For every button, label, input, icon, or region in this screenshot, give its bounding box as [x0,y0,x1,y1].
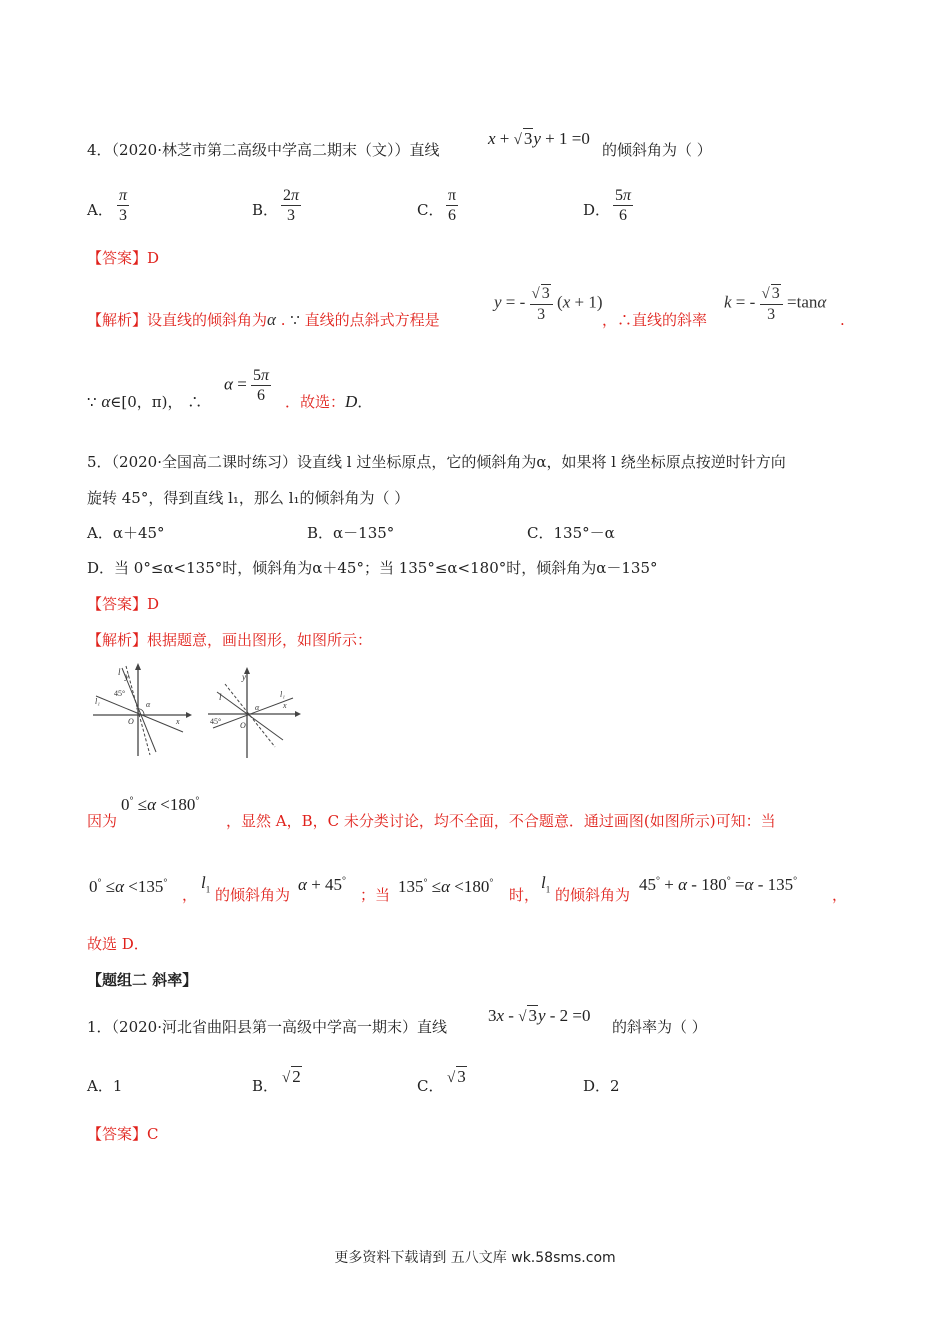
q5-stem-line2: 旋转 45°，得到直线 l₁，那么 l₁的倾斜角为（ ） [87,489,410,507]
q4-option-d-frac: $\frac{5\pi}{6}$ [615,187,632,224]
q4-period: . [840,311,845,329]
q5-case1-result: α + 45° [298,875,347,894]
q5-explain-yinwei: 因为 [87,812,118,830]
q4-therefore-symbol: ∴ [187,393,203,411]
q5-l1-symbol-2: $l_1$ [541,873,551,895]
q4-equation: x + √ 3y + 1 =0 [488,129,590,148]
q1-tail: 的斜率为（ ） [612,1018,707,1036]
q1-stem [87,1017,447,1037]
q4-analysis-line1: 【解析】设直线的倾斜角为α . ∵ 直线的点斜式方程是 [87,310,440,329]
q5-comma1: ， [182,886,198,904]
svg-text:l: l [219,692,222,702]
q5-analysis: 【解析】根据题意，画出图形，如图所示： [87,631,373,649]
q5-alpha-range: 0° ≤α <180° [121,795,200,814]
q5-source: （2020·全国高二课时练习） [111,453,297,471]
q4-analysis-text1: 设直线的倾斜角为 [147,311,268,329]
q5-answer: 【答案】D [87,595,160,613]
q5-number: 5． [87,453,112,471]
q4-range: ∵ α∈[0，π)， ∴ [87,392,203,411]
q4-answer: 【答案】D [87,249,160,267]
q5-case2-result: 45° + α - 180° =α - 135° [639,875,798,894]
svg-text:y: y [242,672,246,682]
q4-tail: 的倾斜角为（ ） [602,141,712,159]
q1-number: 1． [87,1018,112,1036]
q5-shi: 时， [509,886,540,904]
q4-because-symbol-2: ∵ [87,393,97,411]
q4-analysis-text2: 直线的点斜式方程是 [304,311,440,329]
svg-text:45°: 45° [210,717,222,726]
footer-link[interactable]: 更多资料下载请到 五八文库 wk.58sms.com [334,1250,616,1266]
svg-text:α: α [146,700,151,709]
q4-option-d-label: D． [583,201,611,219]
svg-text:l₁: l₁ [280,690,286,699]
q4-option-c-label: C． [417,201,444,219]
q4-analysis-text3: ，∴直线的斜率 [602,311,708,329]
q1-option-c-label: C． [417,1077,444,1095]
q5-case2-range: 135° ≤α <180° [398,877,494,896]
group2-title: 【题组二 斜率】 [87,971,198,989]
q1-option-b-label: B． [252,1077,279,1095]
q4-option-a-frac: $\frac{\pi}{3}$ [119,187,128,224]
q5-figure-right [205,662,305,760]
svg-text:y: y [125,671,129,681]
q5-option-c: C．135°－α [527,524,615,542]
q5-l1-symbol-1: $l_1$ [201,873,211,895]
q5-comma2: ， [832,886,848,904]
q5-explain-body: ，显然 A，B，C 未分类讨论，均不全面，不合题意．通过画图(如图所示)可知：当 [226,812,776,830]
q4-option-b-frac: $\frac{2\pi}{3}$ [283,187,300,224]
svg-text:O: O [240,721,246,730]
q5-stem-line1 [87,452,786,472]
svg-text:x: x [283,701,287,710]
q1-option-b-value: √ 2 [282,1067,301,1086]
q1-pre: 直线 [417,1018,448,1036]
q4-slope-eq: k = - $\frac{√ 3}{3}$ =tanα [724,285,827,323]
q5-l1-text-2: 的倾斜角为 [555,886,631,904]
q1-option-a: A．1 [87,1077,123,1095]
q4-because-symbol: ∵ [290,311,300,329]
q1-source: （2020·河北省曲阳县第一高级中学高一期末） [111,1018,417,1036]
q4-choose: ．故选：D． [285,392,373,411]
q5-option-d: D．当 0°≤α<135°时，倾斜角为α＋45°；当 135°≤α<180°时，倾斜角为α－135° [87,559,658,577]
q4-pre: 直线 [409,141,440,159]
q4-point-slope-eq: y = - $\frac{√ 3}{3}$ (x + 1) [494,285,603,323]
q4-interval: [0，π)， [121,393,183,411]
q4-choose-label: 故选： [300,393,346,411]
q4-source: （2020·林芝市第二高级中学高二期末（文）） [111,141,410,159]
q4-number: 4． [87,141,112,159]
q1-option-c-value: √ 3 [447,1067,466,1086]
svg-text:l: l [118,667,121,677]
q1-answer: 【答案】C [87,1125,159,1143]
q5-figure-left [88,660,198,758]
svg-text:x: x [176,717,180,726]
q4-analysis-label: 【解析】 [87,311,148,329]
q5-l1-text-1: 的倾斜角为 [215,886,291,904]
q5-option-b: B．α－135° [307,524,395,542]
q5-dang: ；当 [360,886,391,904]
q5-case1-range: 0° ≤α <135° [89,877,168,896]
q4-option-a-label: A． [87,201,113,219]
q4-option-b-label: B． [252,201,279,219]
q4-result-eq: α = $\frac{5\pi}{6}$ [224,367,270,404]
q5-conclusion: 故选 D． [87,935,149,953]
svg-text:45°: 45° [114,689,126,698]
q1-equation: 3x - √ 3y - 2 =0 [488,1006,591,1025]
svg-text:α: α [255,703,260,712]
q1-option-d: D．2 [583,1077,620,1095]
q5-text1: 设直线 l 过坐标原点，它的倾斜角为α，如果将 l 绕坐标原点按逆时针方向 [297,453,786,471]
svg-text:l₁: l₁ [95,697,101,706]
q4-stem [87,140,440,160]
q4-option-c-frac: $\frac{\pi}{6}$ [448,187,457,224]
q5-option-a: A．α＋45° [87,524,165,542]
svg-text:O: O [128,717,134,726]
